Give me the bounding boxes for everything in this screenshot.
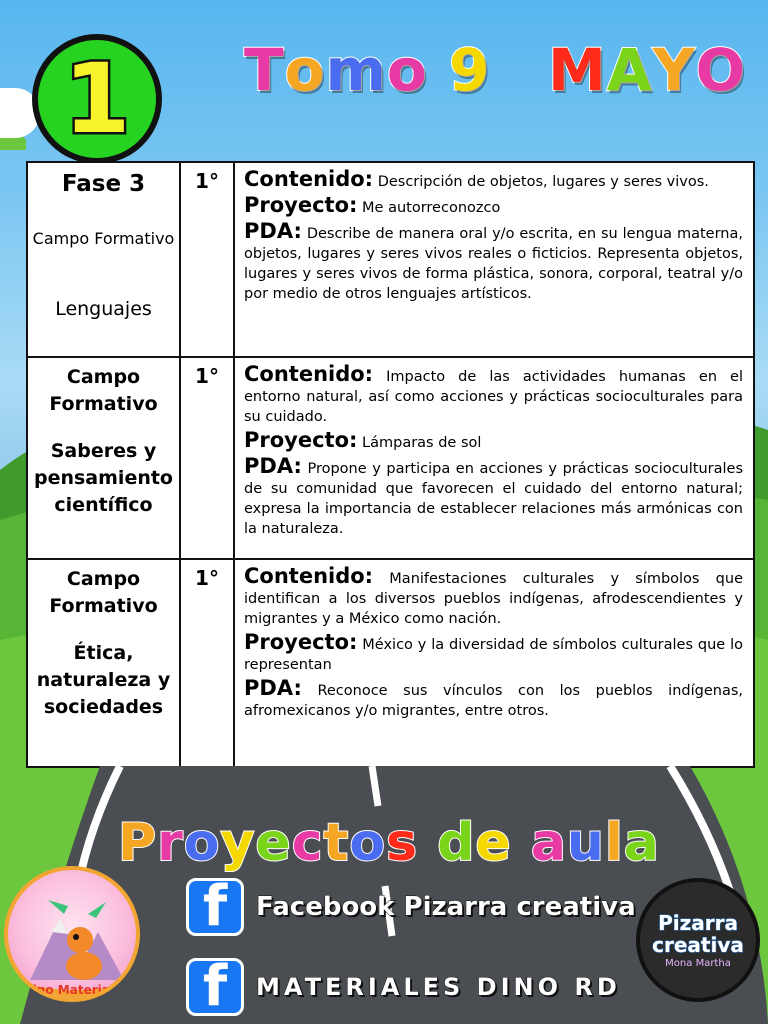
facebook-link-text: MATERIALES DINO RD [256,973,621,1001]
proyectos-letter: o [349,813,387,873]
dino-materiales-logo [4,866,140,1002]
badge-number: 1 [63,43,131,155]
proyectos-letter: s [386,813,419,873]
proyectos-letter: a [530,813,567,873]
pda-text: Reconoce sus vínculos con los pueblos indígenas, afromexicanos y/o migrantes, entre otros. [244,683,744,719]
contenido-text: Descripción de objetos, lugares y seres vivos. [377,174,709,190]
proyectos-letter: c [291,813,324,873]
proyectos-letter: e [255,813,292,873]
planning-table [26,161,755,768]
tomo-letter: m [325,36,387,104]
detalle-cell [234,559,754,767]
dino-logo-text: Dino Materiales [22,983,130,997]
contenido-text: Impacto de las actividades humanas en el entorno natural, así como acciones y prácticas socioculturales para su cuidado. [244,369,743,425]
contenido-text: Manifestaciones culturales y símbolos que identifican a los diversos pueblos indígenas, afrodescendientes y migrantes y a México como nación. [244,571,743,627]
fase-label: Fase 3 [61,171,146,197]
proyectos-letter: P [118,813,158,873]
proyecto-text: México y la diversidad de símbolos culturales que lo representan [244,637,743,673]
pizarra-logo-sub: Mona Martha [665,957,731,969]
proyectos-letter: t [323,813,350,873]
contenido-label: Contenido: [244,167,374,191]
tomo-letter: 9 [448,36,491,104]
table-row [27,559,754,767]
proyecto-label: Proyecto: [244,630,358,654]
pda-text: Describe de manera oral y/o escrita, en su lengua materna, objetos, lugares y seres vivos reales o ficticios. Representa objetos, lugares y seres vivos de forma plástica, sonora, corporal, teatral y/o por medio de otros lenguajes artísticos. [244,226,743,302]
contenido-block [244,364,743,427]
proyectos-letter: e [475,813,512,873]
campo-cell [27,559,180,767]
proyectos-letter: y [220,813,256,873]
proyecto-text: Lámparas de sol [362,435,482,451]
pizarra-logo-line2: creativa [652,932,744,957]
month-letter: O [695,36,746,104]
campo-cell [27,357,180,559]
grado-cell: 1° [180,357,234,559]
contenido-label: Contenido: [244,564,374,588]
campo-label: Campo Formativo [49,366,158,415]
proyecto-block [244,430,743,453]
month-letter: M [548,36,607,104]
month-letter: Y [652,36,696,104]
campo-label: Campo Formativo [49,568,158,617]
proyectos-letter: o [183,813,221,873]
campo-label: Campo Formativo [32,229,175,248]
proyectos-letter: r [157,813,184,873]
contenido-block [244,566,743,629]
pda-block [244,456,743,539]
facebook-icon: f [186,958,244,1016]
facebook-icon: f [186,878,244,936]
pizarra-creativa-logo [636,878,760,1002]
detalle-cell [234,357,754,559]
proyecto-text: Me autorreconozco [362,200,501,216]
proyecto-block [244,632,743,675]
pda-label: PDA: [244,454,302,478]
facebook-link-1[interactable] [186,878,636,936]
pda-label: PDA: [244,219,302,243]
facebook-link-text: Facebook Pizarra creativa [256,892,636,922]
grado-cell: 1° [180,559,234,767]
proyectos-letter: l [604,813,624,873]
contenido-block [244,169,743,192]
table-row [27,162,754,357]
proyectos-letter: d [437,813,476,873]
proyecto-label: Proyecto: [244,193,358,217]
proyecto-label: Proyecto: [244,428,358,452]
proyecto-block [244,195,743,218]
pda-block [244,221,743,304]
facebook-link-2[interactable] [186,958,621,1016]
pda-text: Propone y participa en acciones y prácticas socioculturales de su comunidad que favorecen el cuidado del entorno natural; expresa la importancia de establecer relaciones más armónicas con la naturaleza. [244,461,744,537]
proyectos-letter [512,813,531,873]
tomo-letter: o [284,36,326,104]
area-label: Ética, naturaleza y sociedades [36,642,171,718]
grado-cell: 1° [180,162,234,357]
day-badge [32,34,162,164]
area-label: Lenguajes [55,298,152,320]
pizarra-logo-line1: Pizarra [658,910,738,935]
tomo-title [244,30,490,110]
campo-cell [27,162,180,357]
proyectos-title [118,808,660,878]
pda-block [244,678,743,721]
tomo-letter: T [244,36,285,104]
month-title [548,30,746,110]
proyectos-letter: a [623,813,660,873]
tomo-letter: o [386,36,428,104]
month-letter: A [606,36,653,104]
area-label: Saberes y pensamiento científico [33,440,173,516]
pda-label: PDA: [244,676,302,700]
contenido-label: Contenido: [244,362,374,386]
table-row [27,357,754,559]
tomo-letter [428,36,449,104]
proyectos-letter: u [566,813,605,873]
proyectos-letter [418,813,437,873]
detalle-cell [234,162,754,357]
